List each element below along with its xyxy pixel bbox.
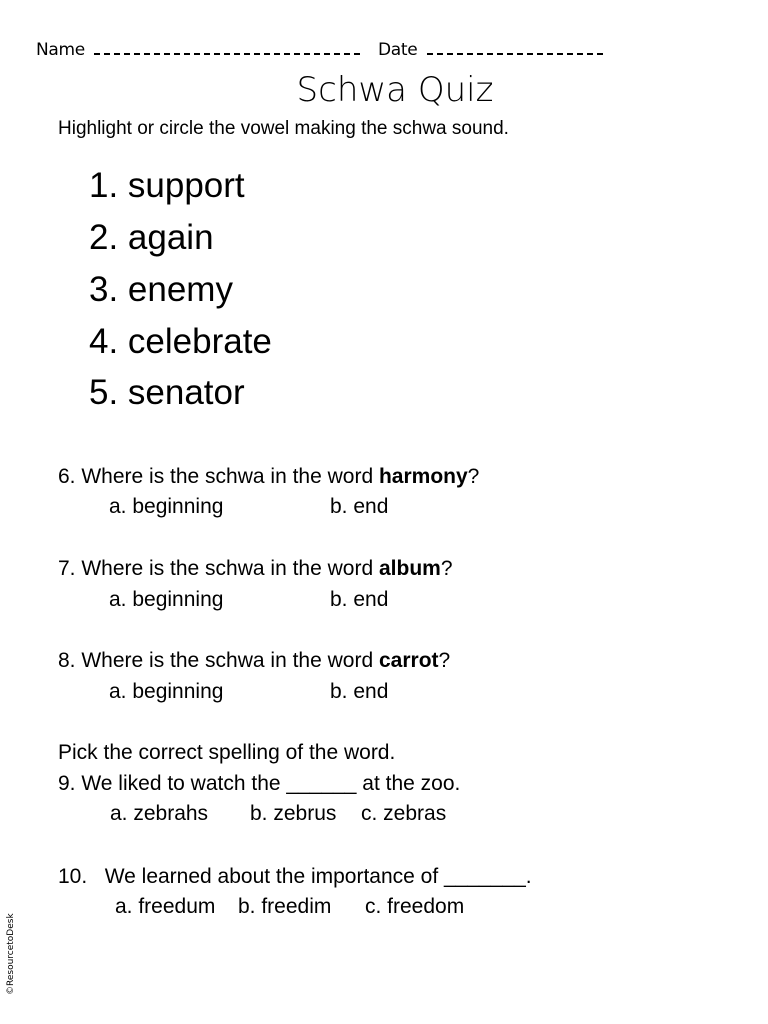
option-a[interactable]: a. freedum (115, 895, 216, 918)
question-word: album (378, 557, 441, 580)
option-b[interactable]: b. end (330, 495, 389, 518)
page-title: Schwa Quiz (296, 70, 494, 110)
name-label: Name (36, 40, 85, 60)
question-text: 8. Where is the schwa in the word (58, 649, 379, 672)
option-c[interactable]: c. zebras (361, 802, 447, 825)
question-suffix: ? (438, 649, 451, 672)
word-item[interactable]: 2. again (89, 218, 214, 257)
question-word: harmony (378, 465, 468, 488)
option-a[interactable]: a. zebrahs (110, 802, 209, 825)
question-suffix: ? (440, 557, 453, 580)
copyright-text: ©ResourcetoDesk (6, 913, 16, 995)
option-b[interactable]: b. freedim (238, 895, 332, 918)
option-c[interactable]: c. freedom (365, 895, 465, 918)
word-item[interactable]: 3. enemy (89, 270, 233, 309)
instructions: Highlight or circle the vowel making the schwa sound. (58, 118, 509, 139)
option-b[interactable]: b. end (330, 680, 389, 703)
option-b[interactable]: b. end (330, 588, 389, 611)
word-item[interactable]: 4. celebrate (89, 322, 272, 361)
question-7 (58, 556, 453, 582)
name-blank[interactable] (94, 45, 360, 55)
option-b[interactable]: b. zebrus (250, 802, 337, 825)
word-item[interactable]: 1. support (89, 166, 245, 205)
question-word: carrot (378, 649, 439, 672)
date-blank[interactable] (427, 45, 603, 55)
date-field (378, 40, 603, 60)
option-a[interactable]: a. beginning (109, 680, 224, 703)
question-10: 10. We learned about the importance of _______. (58, 865, 532, 888)
question-6 (58, 464, 479, 490)
question-text: 7. Where is the schwa in the word (58, 557, 379, 580)
option-a[interactable]: a. beginning (109, 588, 224, 611)
option-a[interactable]: a. beginning (109, 495, 224, 518)
question-text: 6. Where is the schwa in the word (58, 465, 379, 488)
question-8 (58, 648, 450, 674)
question-9: 9. We liked to watch the ______ at the zoo. (58, 772, 461, 795)
section-heading: Pick the correct spelling of the word. (58, 741, 396, 764)
question-suffix: ? (467, 465, 480, 488)
word-item[interactable]: 5. senator (89, 373, 245, 412)
name-field (36, 40, 360, 60)
date-label: Date (378, 40, 418, 60)
